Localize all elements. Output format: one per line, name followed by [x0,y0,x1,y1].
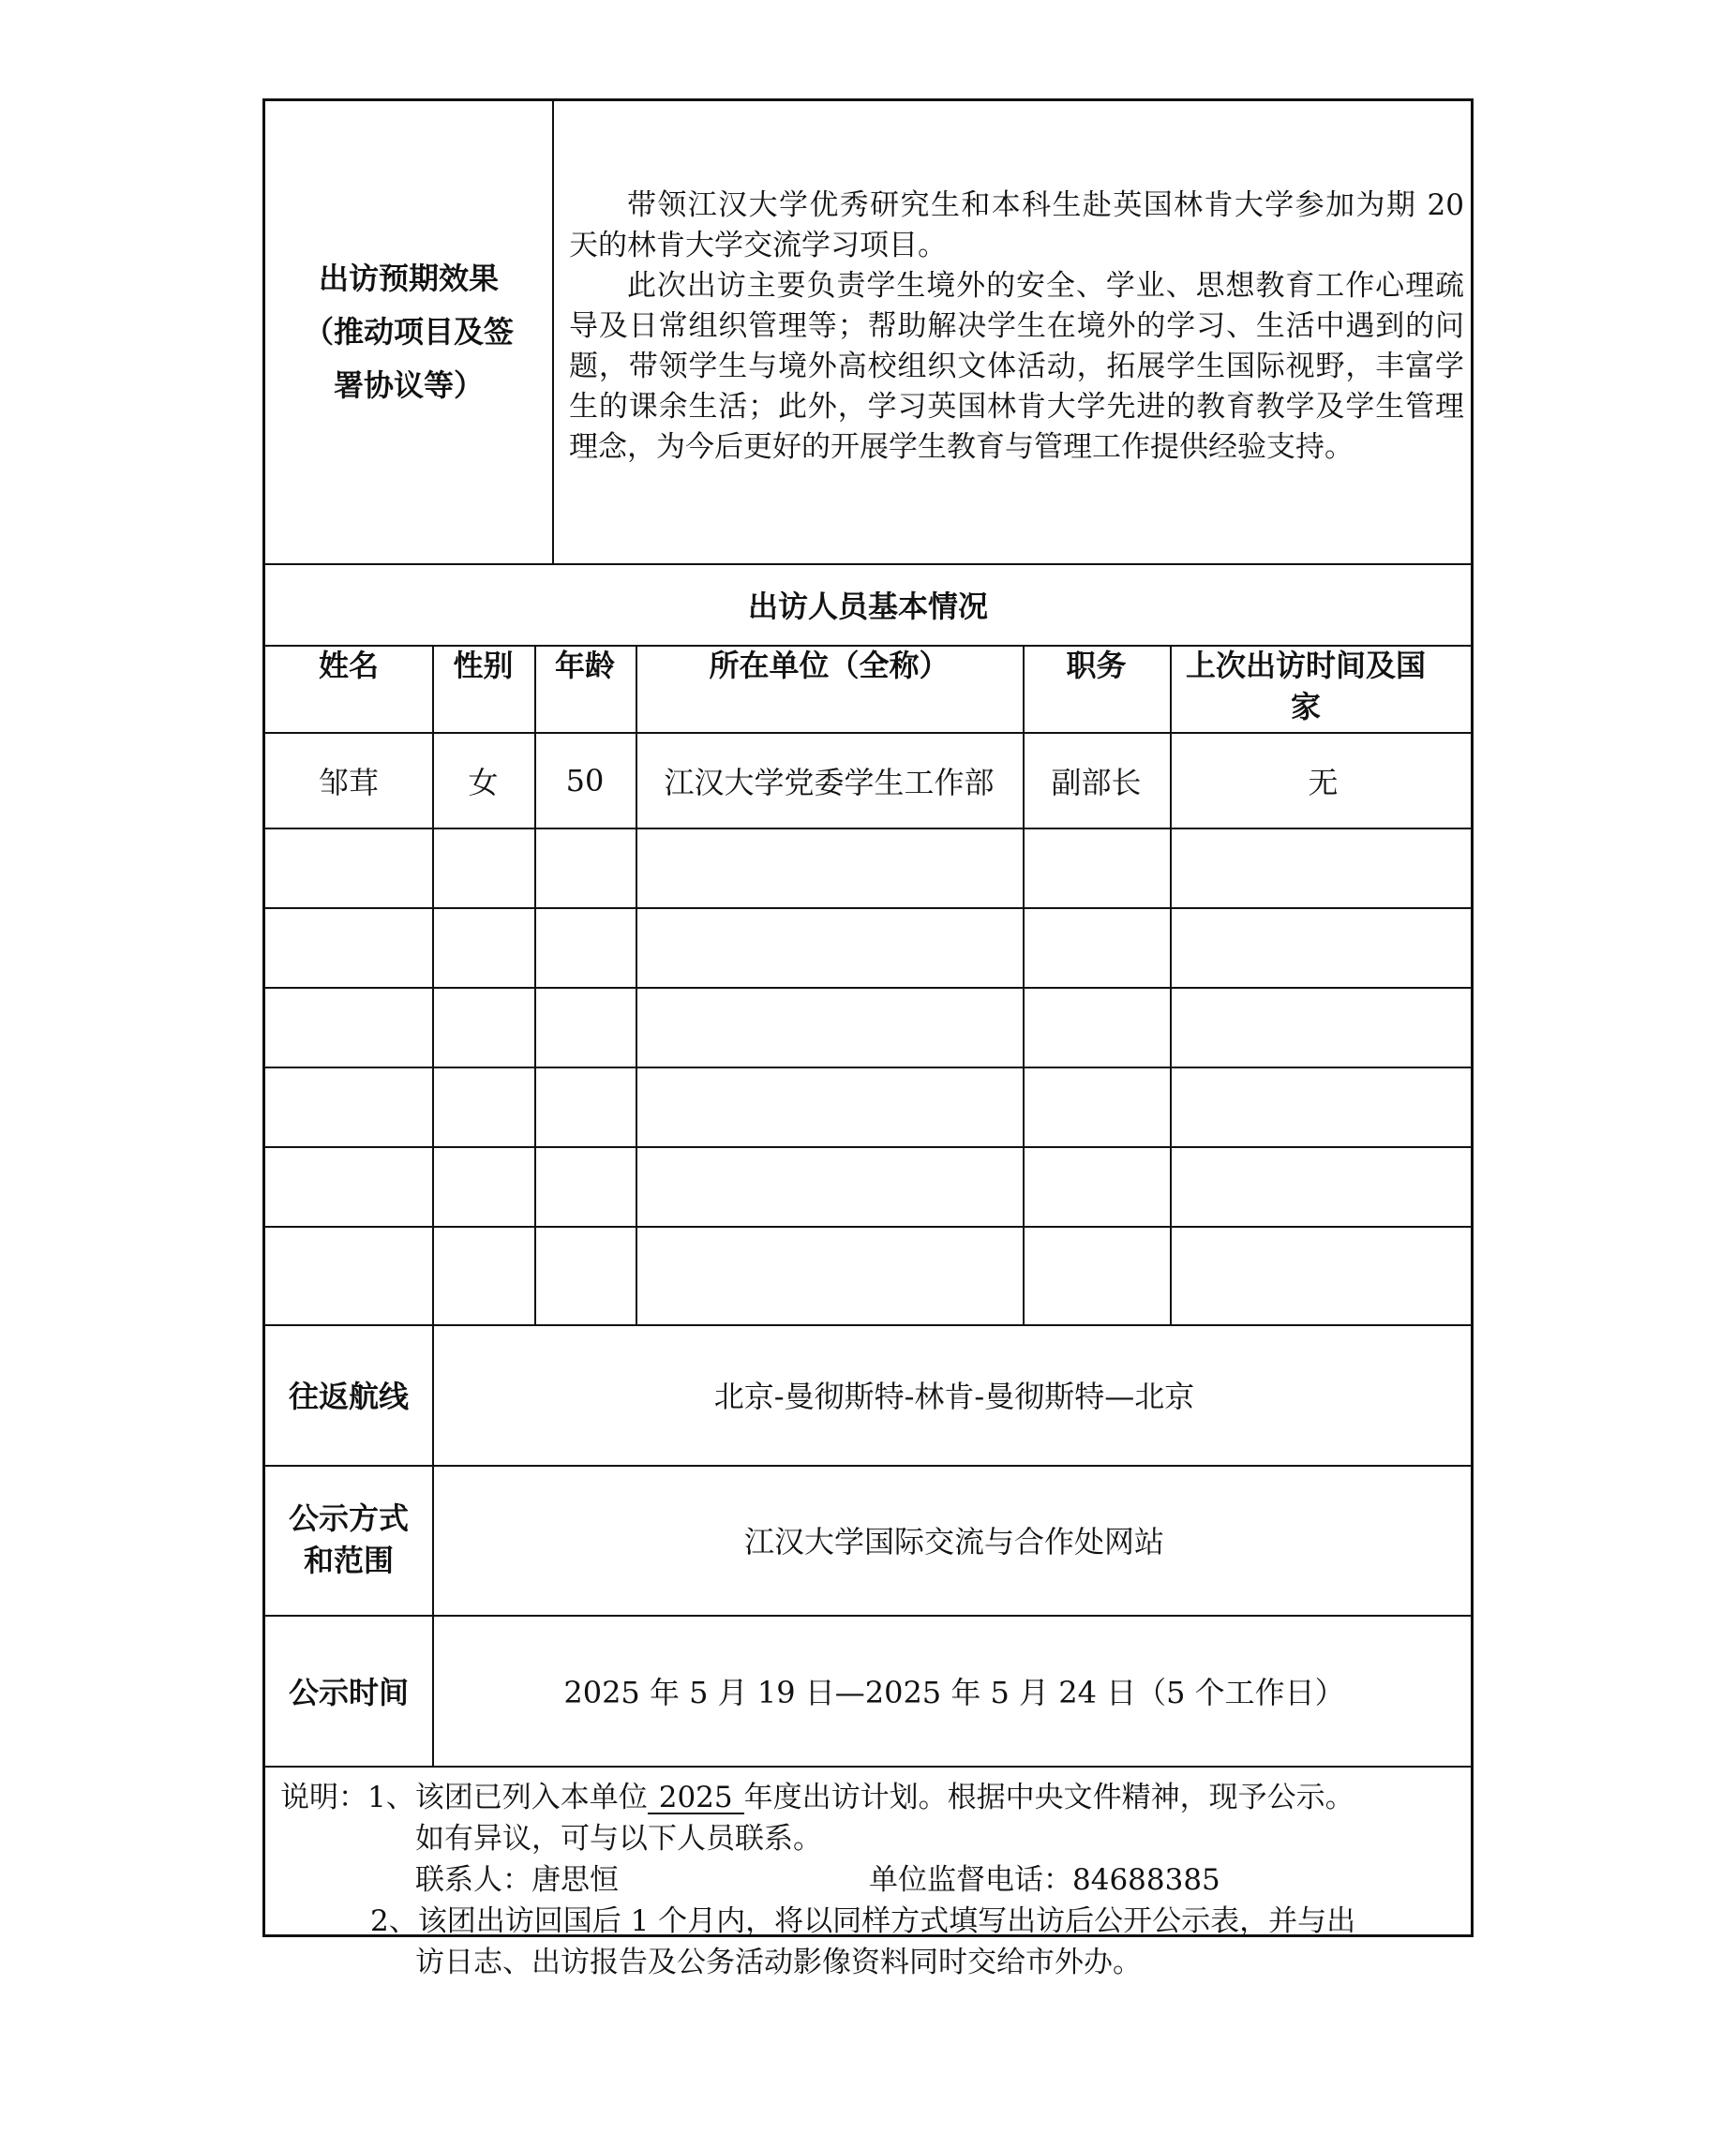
note-phone: 单位监督电话：84688385 [869,1863,1220,1897]
cell-position: 副部长 [1051,765,1142,800]
route-label: 往返航线 [288,1379,409,1414]
header-gender: 性别 [453,648,514,683]
header-organization: 所在单位（全称） [709,648,950,683]
personnel-section-title: 出访人员基本情况 [747,588,988,624]
publicity-method-label-line: 公示方式 [288,1500,409,1536]
effect-label-line: （推动项目及签 [303,314,514,350]
effect-paragraph: 此次出访主要负责学生境外的安全、学业、思想教育工作心理疏导及日常组织管理等；帮助解决学生在境外的学习、生活中遇到的问题，带领学生与境外高校组织文体活动，拓展学生国际视野，丰富学生的课余生活；此外，学习英国林肯大学先进的教育教学及学生管理理念，为今后更好的开展学生教育与管理工作提供经验支持。 [569,269,1464,464]
note-line-2: 如有异议，可与以下人员联系。 [415,1822,822,1856]
note-prefix: 说明：1、该团已列入本单位 [280,1781,648,1814]
effect-label-line: 出访预期效果 [318,261,499,296]
publicity-method-label-line: 和范围 [303,1543,394,1578]
note-contact: 联系人：唐思恒 [415,1863,619,1897]
notes [280,1777,1466,1983]
publicity-time-label: 公示时间 [288,1674,409,1710]
publicity-method-value: 江汉大学国际交流与合作处网站 [743,1524,1164,1559]
route-value: 北京-曼彻斯特-林肯-曼彻斯特—北京 [713,1379,1195,1414]
note-suffix: 年度出访计划。根据中央文件精神，现予公示。 [743,1781,1354,1814]
note-year: 2025 [648,1783,744,1814]
publicity-form [262,98,1474,1979]
cell-age: 50 [565,763,605,798]
header-name: 姓名 [318,648,379,683]
publicity-time-value: 2025 年 5 月 19 日—2025 年 5 月 24 日（5 个工作日） [563,1674,1345,1710]
effect-divider [552,101,554,563]
publicity-method-label [265,1465,432,1615]
cell-gender: 女 [468,765,499,800]
cell-name: 邹茸 [318,765,379,800]
header-position: 职务 [1066,648,1127,683]
header-last-visit: 上次出访时间及国家 [1185,648,1426,724]
header-age: 年龄 [554,648,615,683]
effect-label-line: 署协议等） [333,367,484,403]
note-line-5: 访日志、出访报告及公务活动影像资料同时交给市外办。 [415,1946,1142,1979]
cell-last-visit: 无 [1308,765,1339,800]
note-line-1 [280,1777,1466,1818]
note-line-4: 2、该团出访回国后 1 个月内，将以同样方式填写出访后公开公示表，并与出 [370,1904,1356,1938]
effect-paragraph: 带领江汉大学优秀研究生和本科生赴英国林肯大学参加为期 20 天的林肯大学交流学习项目。 [569,188,1464,262]
effect-label [265,101,552,563]
effect-text [569,186,1464,468]
note-contact-line [280,1859,1466,1901]
cell-organization: 江汉大学党委学生工作部 [664,765,995,800]
